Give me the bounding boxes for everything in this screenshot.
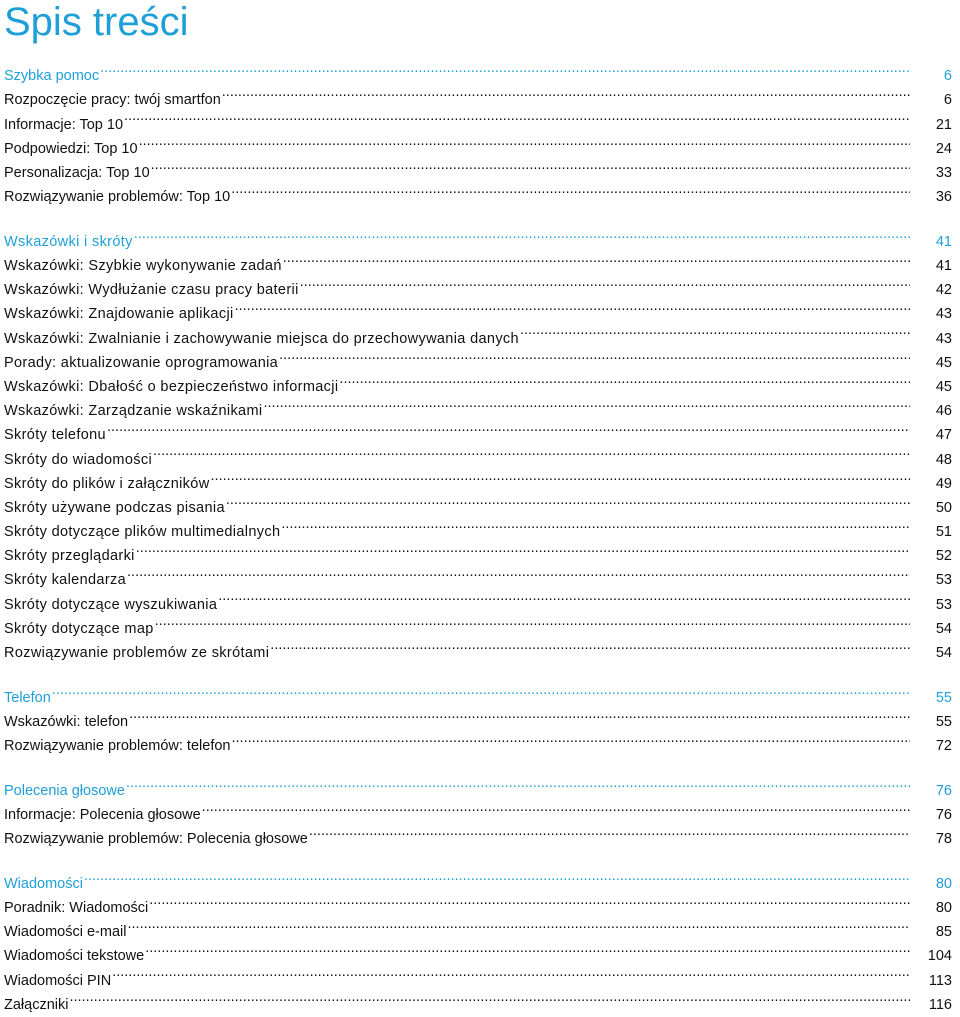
toc-page-number: 53 xyxy=(935,596,952,613)
toc-chapter-heading[interactable] xyxy=(4,56,952,85)
toc-page-number: 33 xyxy=(935,164,952,181)
toc-page-number: 6 xyxy=(943,68,952,85)
toc-entry-label: Wskazówki: Dbałość o bezpieczeństwo informacji xyxy=(4,378,339,395)
toc-section xyxy=(4,678,952,755)
toc-entry-label: Telefon xyxy=(4,689,51,706)
toc-entry[interactable] xyxy=(4,702,952,730)
toc-entry[interactable] xyxy=(4,536,952,565)
dot-leader xyxy=(218,584,910,608)
toc-entry-label: Wskazówki: Zwalnianie i zachowywanie miejsca do przechowywania danych xyxy=(4,330,519,347)
toc-entry-label: Skróty dotyczące wyszukiwania xyxy=(4,596,218,613)
toc-page-number: 6 xyxy=(943,92,952,109)
toc-chapter-heading[interactable] xyxy=(4,864,952,892)
toc-entry-label: Rozwiązywanie problemów: Top 10 xyxy=(4,189,231,206)
dot-leader xyxy=(283,246,910,270)
dot-leader xyxy=(231,177,910,201)
dot-leader xyxy=(211,464,910,488)
toc-page-number: 104 xyxy=(927,948,952,965)
toc-page-number: 80 xyxy=(935,875,952,892)
toc-page-number: 48 xyxy=(935,451,952,468)
toc-page-number: 113 xyxy=(928,972,952,989)
toc-section xyxy=(4,222,952,661)
dot-leader xyxy=(281,512,910,536)
dot-leader xyxy=(231,726,910,750)
toc-entry-label: Skróty dotyczące map xyxy=(4,620,154,637)
toc-page-number: 85 xyxy=(935,924,952,941)
toc-chapter-heading[interactable] xyxy=(4,771,952,799)
toc-entry[interactable] xyxy=(4,985,952,1013)
dot-leader xyxy=(151,153,910,177)
toc-entry[interactable] xyxy=(4,795,952,823)
toc-entry-label: Skróty dotyczące plików multimedialnych xyxy=(4,524,281,541)
toc-page-number: 45 xyxy=(935,378,952,395)
toc-section xyxy=(4,771,952,848)
toc-entry-label: Rozwiązywanie problemów: Polecenia głosowe xyxy=(4,831,308,848)
toc-page-number: 21 xyxy=(935,116,952,133)
toc-entry[interactable] xyxy=(4,104,952,133)
toc-chapter-heading[interactable] xyxy=(4,678,952,706)
dot-leader xyxy=(139,129,910,153)
dot-leader xyxy=(226,488,910,512)
dot-leader xyxy=(149,888,910,912)
toc-page-number: 50 xyxy=(935,499,952,516)
dot-leader xyxy=(235,294,910,318)
toc-entry[interactable] xyxy=(4,560,952,589)
toc-entry-label: Rozpoczęcie pracy: twój smartfon xyxy=(4,92,221,109)
toc-page-number: 78 xyxy=(935,831,952,848)
dot-leader xyxy=(339,367,910,391)
toc-page-number: 47 xyxy=(935,427,952,444)
toc-entry-label: Wiadomości PIN xyxy=(4,972,112,989)
toc-section xyxy=(4,864,952,1013)
toc-entry[interactable] xyxy=(4,80,952,109)
dot-leader xyxy=(202,795,910,819)
toc-entry-label: Rozwiązywanie problemów: telefon xyxy=(4,738,231,755)
toc-page-number: 53 xyxy=(935,572,952,589)
dot-leader xyxy=(100,56,910,80)
toc-sections xyxy=(4,56,952,1013)
toc-entry[interactable] xyxy=(4,888,952,916)
toc-page-number: 52 xyxy=(935,548,952,565)
dot-leader xyxy=(520,318,910,342)
toc-entry-label: Poradnik: Wiadomości xyxy=(4,900,149,916)
toc-page-number: 55 xyxy=(935,689,952,706)
dot-leader xyxy=(136,536,910,560)
toc-entry-label: Skróty telefonu xyxy=(4,427,106,444)
toc-entry-label: Personalizacja: Top 10 xyxy=(4,164,150,181)
toc-entry[interactable] xyxy=(4,415,952,444)
toc-entry-label: Skróty używane podczas pisania xyxy=(4,499,225,516)
toc-entry[interactable] xyxy=(4,153,952,181)
toc-page-number: 51 xyxy=(935,524,952,541)
toc-page-number: 55 xyxy=(935,713,952,730)
toc-entry[interactable] xyxy=(4,960,952,989)
dot-leader xyxy=(134,222,910,246)
toc-chapter-heading[interactable] xyxy=(4,222,952,250)
toc-entry-label: Skróty do wiadomości xyxy=(4,451,153,468)
dot-leader xyxy=(309,819,910,843)
toc-entry-label: Skróty kalendarza xyxy=(4,572,127,589)
toc-page-number: 41 xyxy=(935,233,952,250)
toc-entry[interactable] xyxy=(4,129,952,157)
toc-page-number: 54 xyxy=(935,645,952,661)
dot-leader xyxy=(107,415,910,439)
toc-entry-label: Wskazówki i skróty xyxy=(4,233,133,250)
dot-leader xyxy=(153,439,910,463)
toc-entry-label: Porady: aktualizowanie oprogramowania xyxy=(4,354,279,371)
toc-entry-label: Skróty do plików i załączników xyxy=(4,475,210,492)
dot-leader xyxy=(126,771,910,795)
toc-page-number: 41 xyxy=(935,258,952,274)
toc-entry[interactable] xyxy=(4,726,952,755)
toc-entry-label: Wskazówki: Wydłużanie czasu pracy baterii xyxy=(4,282,299,299)
dot-leader xyxy=(127,912,910,936)
toc-entry-label: Wskazówki: Szybkie wykonywanie zadań xyxy=(4,258,282,274)
dot-leader xyxy=(270,633,910,657)
toc-page-number: 116 xyxy=(928,996,952,1013)
toc-entry-label: Wiadomości xyxy=(4,875,83,892)
toc-page-number: 80 xyxy=(935,900,952,916)
dot-leader xyxy=(222,80,910,104)
toc-page-number: 54 xyxy=(935,620,952,637)
dot-leader xyxy=(112,960,910,984)
dot-leader xyxy=(52,678,910,702)
toc-entry-label: Wskazówki: Zarządzanie wskaźnikami xyxy=(4,403,263,420)
toc-page-number: 76 xyxy=(935,782,952,799)
toc-entry-label: Załączniki xyxy=(4,996,69,1013)
toc-page-number: 72 xyxy=(935,738,952,755)
toc-entry-label: Informacje: Polecenia głosowe xyxy=(4,806,201,823)
toc-entry[interactable] xyxy=(4,912,952,941)
toc-entry-label: Szybka pomoc xyxy=(4,68,100,85)
dot-leader xyxy=(263,391,910,415)
toc-page-number: 46 xyxy=(935,403,952,420)
toc-entry-label: Wskazówki: telefon xyxy=(4,713,129,730)
toc-page-number: 49 xyxy=(935,475,952,492)
toc-entry-label: Wiadomości tekstowe xyxy=(4,948,145,965)
toc-page-number: 24 xyxy=(935,140,952,157)
dot-leader xyxy=(300,270,910,294)
dot-leader xyxy=(127,560,910,584)
toc-entry-label: Informacje: Top 10 xyxy=(4,116,124,133)
dot-leader xyxy=(279,343,910,367)
page-title: Spis treści xyxy=(4,0,189,44)
toc-page-number: 76 xyxy=(935,806,952,823)
toc-page-number: 43 xyxy=(935,330,952,347)
dot-leader xyxy=(69,985,910,1009)
toc-entry-label: Rozwiązywanie problemów ze skrótami xyxy=(4,645,270,661)
toc-entry[interactable] xyxy=(4,439,952,468)
toc-entry[interactable] xyxy=(4,936,952,965)
toc-entry[interactable] xyxy=(4,246,952,274)
toc-page-number: 36 xyxy=(935,189,952,206)
toc-entry-label: Skróty przeglądarki xyxy=(4,548,135,565)
toc-page-number: 45 xyxy=(935,354,952,371)
dot-leader xyxy=(129,702,910,726)
toc-entry-label: Wskazówki: Znajdowanie aplikacji xyxy=(4,306,234,323)
toc-entry-label: Podpowiedzi: Top 10 xyxy=(4,140,138,157)
toc-section xyxy=(4,56,952,206)
dot-leader xyxy=(124,104,910,128)
dot-leader xyxy=(155,609,910,633)
dot-leader xyxy=(84,864,910,888)
dot-leader xyxy=(145,936,910,960)
toc-entry[interactable] xyxy=(4,584,952,613)
toc-entry-label: Wiadomości e-mail xyxy=(4,924,127,941)
toc-page-number: 43 xyxy=(935,306,952,323)
toc-entry-label: Polecenia głosowe xyxy=(4,782,125,799)
toc-page-number: 42 xyxy=(935,282,952,299)
